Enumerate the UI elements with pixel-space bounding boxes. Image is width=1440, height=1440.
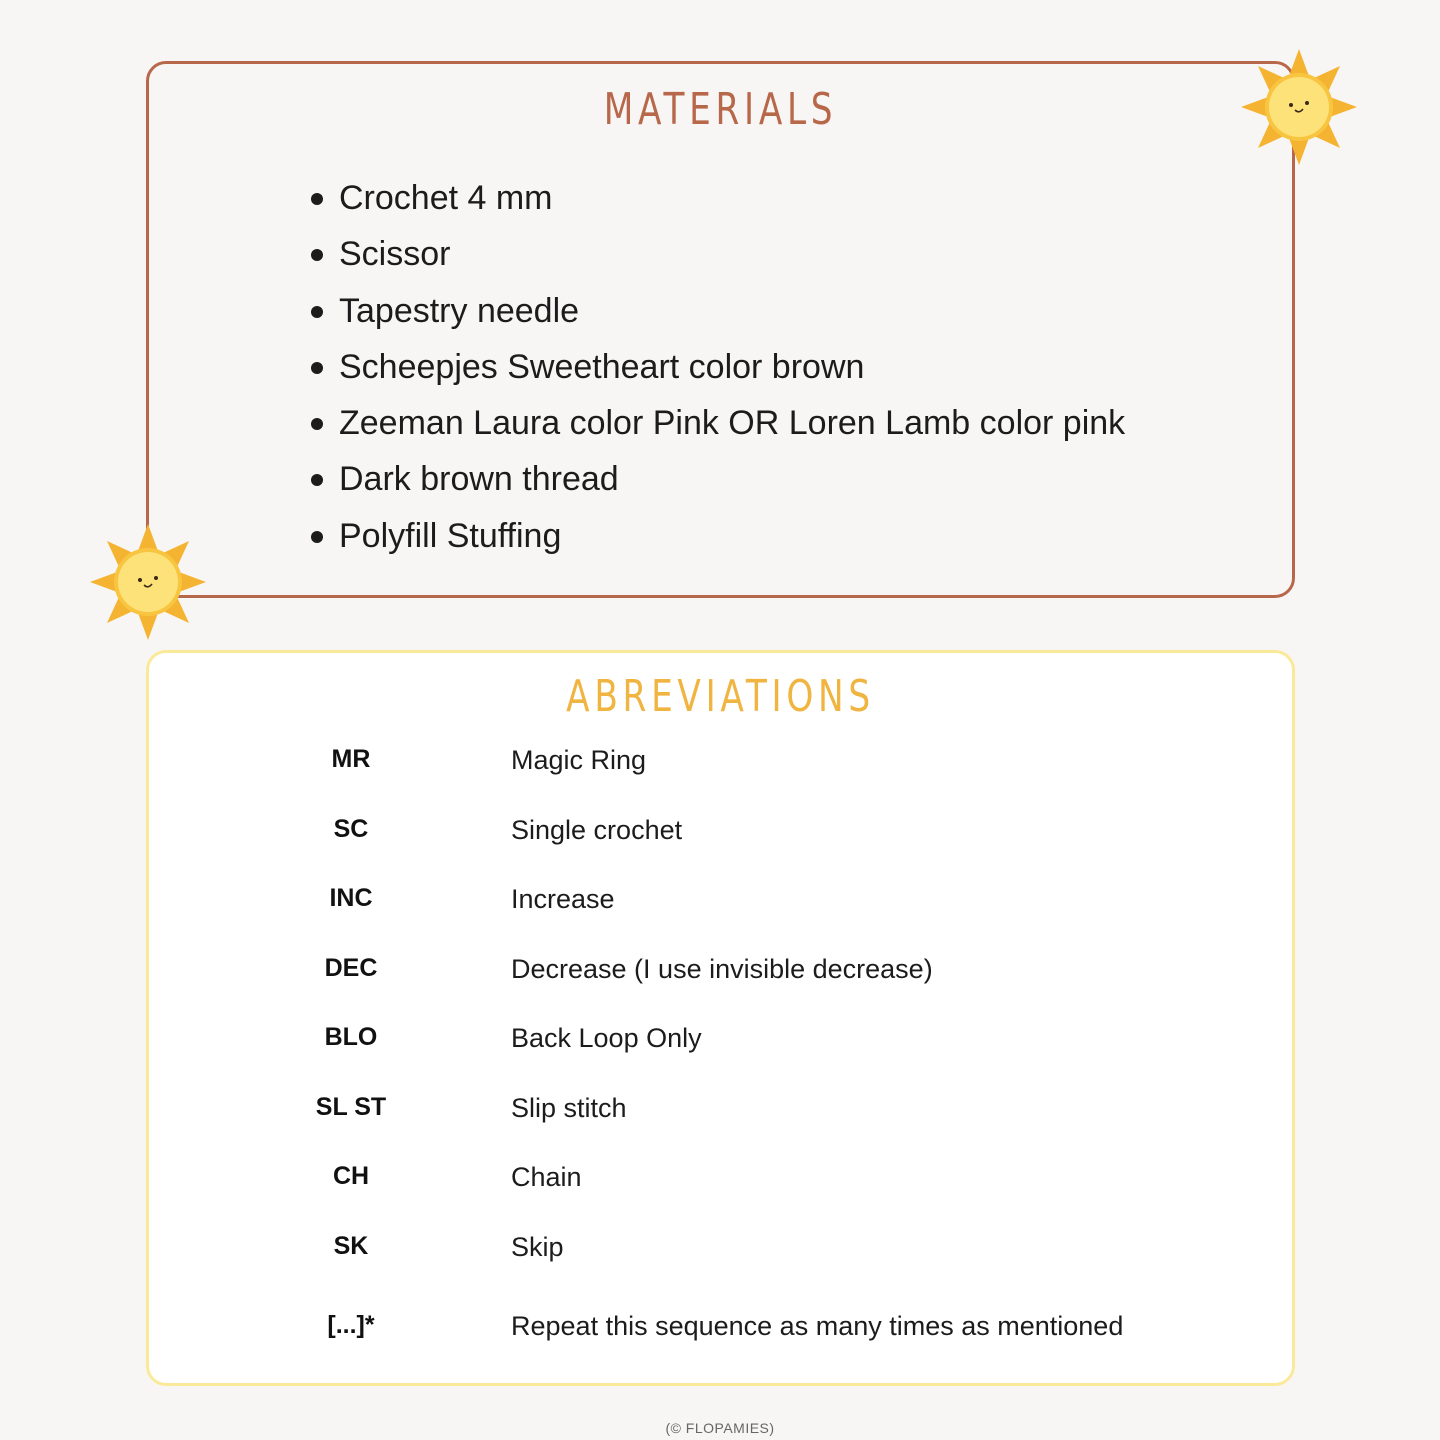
abbreviation-code: SL ST <box>315 1092 387 1121</box>
list-item: Polyfill Stuffing <box>309 508 1125 564</box>
abbreviation-code: BLO <box>324 1023 378 1051</box>
bullet-icon <box>311 249 323 261</box>
abbreviation-code: SC <box>333 814 369 843</box>
copyright-text: (© FLOPAMIES) <box>665 1420 775 1436</box>
materials-card <box>146 61 1295 598</box>
abbreviation-meaning: Decrease (I use invisible decrease) <box>511 953 933 984</box>
list-item: Scissor <box>309 226 1125 282</box>
list-item: Dark brown thread <box>309 451 1125 507</box>
smiling-sun-icon <box>1239 47 1359 167</box>
abbreviation-code: INC <box>329 884 373 912</box>
bullet-icon <box>311 418 323 430</box>
table-row <box>149 1079 1292 1149</box>
abbreviation-meaning: Skip <box>511 1231 564 1262</box>
abbreviation-code: CH <box>332 1162 370 1190</box>
bullet-icon <box>311 193 323 205</box>
materials-list <box>309 170 1125 564</box>
abbreviations-table <box>149 731 1292 1357</box>
abbreviation-code: DEC <box>324 953 378 982</box>
abbreviation-code: [...]* <box>327 1311 375 1339</box>
table-row <box>149 801 1292 871</box>
bullet-icon <box>311 531 323 543</box>
abbreviation-meaning: Slip stitch <box>511 1092 627 1123</box>
table-row <box>149 1287 1292 1357</box>
abbreviation-meaning: Repeat this sequence as many times as mentioned <box>511 1311 1124 1341</box>
table-row <box>149 1009 1292 1079</box>
table-row <box>149 731 1292 801</box>
bullet-icon <box>311 306 323 318</box>
smiling-sun-icon <box>88 522 208 642</box>
abbreviations-title: ABREVIATIONS <box>566 671 875 722</box>
table-row <box>149 870 1292 940</box>
abbreviation-code: SK <box>333 1231 369 1260</box>
bullet-icon <box>311 362 323 374</box>
abbreviation-meaning: Back Loop Only <box>511 1023 702 1053</box>
list-item: Scheepjes Sweetheart color brown <box>309 339 1125 395</box>
table-row <box>149 940 1292 1010</box>
table-row <box>149 1218 1292 1288</box>
list-item: Tapestry needle <box>309 283 1125 339</box>
list-item: Crochet 4 mm <box>309 170 1125 226</box>
abbreviations-card <box>146 650 1295 1386</box>
list-item: Zeeman Laura color Pink OR Loren Lamb color pink <box>309 395 1125 451</box>
materials-title: MATERIALS <box>603 84 838 135</box>
abbreviation-meaning: Chain <box>511 1162 582 1192</box>
abbreviation-meaning: Magic Ring <box>511 745 647 775</box>
bullet-icon <box>311 474 323 486</box>
abbreviation-meaning: Single crochet <box>511 814 683 845</box>
abbreviation-meaning: Increase <box>511 884 615 914</box>
table-row <box>149 1148 1292 1218</box>
abbreviation-code: MR <box>331 745 371 773</box>
